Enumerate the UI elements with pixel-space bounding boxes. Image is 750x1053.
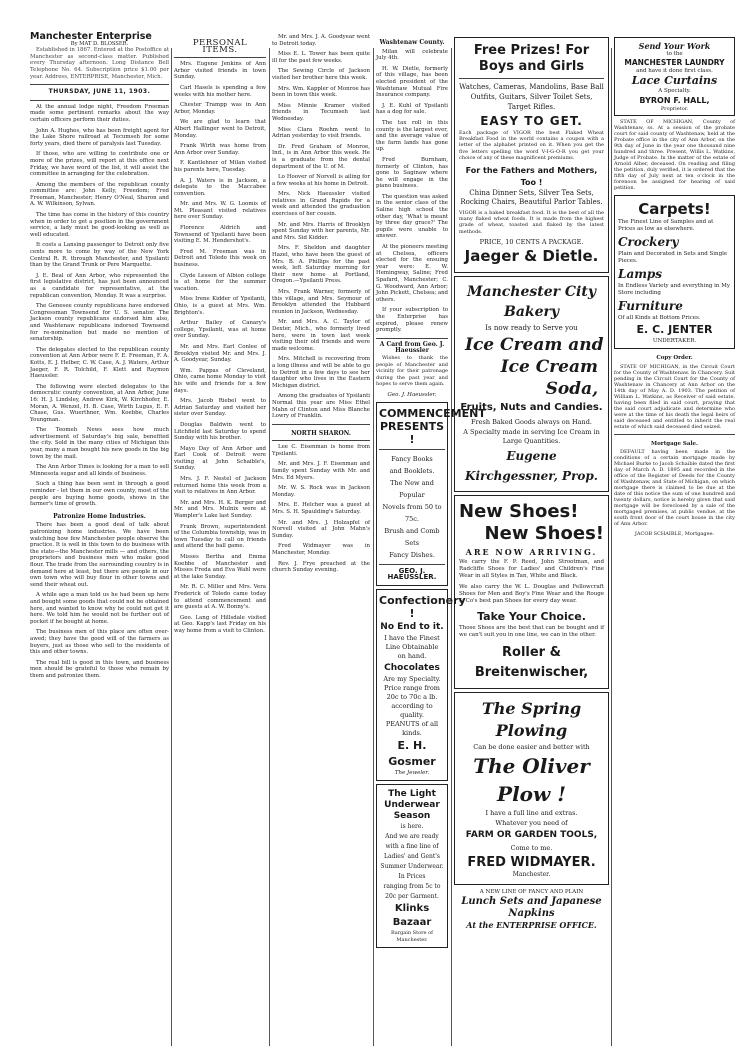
personal-item: Frank Wirth was home from Ann Arbor over Sunday.: [174, 143, 266, 156]
article-paragraph: The delegates elected to the republican county convention at Ann Arbor were F. E. Freeman, F. A. Kotts, E. J. Helber, C. W. Case, A. J. Waters, Arthur Jaeger, F. R. Tolchild, F. Klett and Raymon Haeussler.: [30, 346, 169, 380]
ad-line: Whatever you need of: [495, 819, 568, 828]
ad-headline: Lace Curtains: [631, 74, 718, 88]
ad-city-bakery: [454, 276, 609, 492]
legal-signature: JACOB SCHAIBLE, Mortgagee.: [634, 531, 715, 538]
news-item: Mrs. F. Sheldon and daughter Hazel, who have been the guest of Mrs. B. A. Phillips for the past week, left Saturday morning for their new home at Portland, Oregon.—Ypsilanti Press.: [272, 245, 370, 285]
ad-line: Underwear: [384, 800, 440, 811]
personal-item: A. J. Waters is in Jackson, a delegate to the Maccabee convention.: [174, 177, 266, 197]
ad-body: We carry the F. P. Reed, John Strootman, and Radcliffe Shoes for Ladies' and Children's Fine Wear in all Styles in Tan, White and Black.: [459, 559, 604, 580]
column-rule: [269, 48, 270, 1046]
ad-signature: Jaeger & Dietle.: [464, 247, 599, 266]
ad-confectionery: [376, 589, 466, 782]
news-item: Miss E. L. Tower has been quite ill for the past few weeks.: [272, 51, 370, 64]
personal-item: Arthur Bailey of Canary's college, Ypsilanti, was at home over Sunday.: [174, 320, 266, 340]
card-signature: Geo. J. Haeussler.: [387, 391, 437, 398]
column-rule: [611, 48, 612, 1046]
ad-line: Send Your Work: [638, 41, 711, 51]
divider: [379, 449, 445, 450]
ad-line: Lunch Sets and Japanese Napkins: [461, 895, 602, 919]
divider: [376, 338, 448, 339]
personal-item: Mrs. Eugene Jenkins of Ann Arbor visited friends in town Sunday.: [174, 61, 266, 81]
column-notices: [614, 34, 735, 1046]
ad-line: A NEW LINE OF FANCY AND PLAIN: [479, 889, 584, 896]
news-item: Mrs. Wm. Kappler of Monroe has been in town this week.: [272, 85, 370, 99]
editor-line: By MAT D. BLOSSER.: [70, 40, 129, 47]
ad-line: Line Obtainable: [385, 642, 439, 651]
section-header: PERSONAL ITEMS.: [192, 38, 248, 55]
personal-item: We are glad to learn that Albert Hallinger went to Detroit, Monday.: [174, 119, 266, 139]
ad-signature: Roller & Breitenwischer,: [474, 645, 589, 681]
article-paragraph: The time has come in the history of this country when in order to get a position in the government service, a lady must be good-looking as well as well educated.: [30, 212, 169, 238]
ad-body: Plain and Decorated in Sets and Single Pieces.: [618, 251, 728, 265]
personal-item: Mrs. J. F. Nestel of Jackson returned home this week from a visit to relatives in Ann Arbor.: [174, 476, 266, 496]
legal-header: Copy Order.: [656, 354, 693, 361]
ad-signature-title: The Jeweler.: [394, 769, 430, 776]
section-subheader: NORTH SHARON.: [291, 429, 351, 437]
ad-spring-plowing: [454, 692, 609, 885]
news-item: Mr. and Mrs. J. F. Eisenman and family spent Sunday with Mr. and Mrs. Ed Myers.: [272, 461, 370, 481]
article-paragraph: Such a thing has been sent in through a good reminder - let them in our own county, most of the people are buying home goods, shows in the farmer's time of growth.: [30, 481, 169, 508]
ad-line: At the ENTERPRISE OFFICE.: [466, 919, 597, 930]
publication-notes: Established in 1867. Entered at the Postoffice at Manchester as second-class matter. Published every Thursday afternoon. Long Distance Bell Telephone No. 64. Subscription price $1.00 per year. Address, ENTERPRISE, Manchester, Mich.: [30, 47, 169, 80]
personal-item: Chester Trampp was in Ann Arbor, Monday.: [174, 102, 266, 115]
personal-item: Mr. R. C. Miller and Mrs. Vera Frederick of Toledo came today to attend commencement and are guests at A. W. Bonny's.: [174, 584, 266, 611]
ad-signature: E. H. Gosmer: [388, 738, 436, 768]
ad-line: Is now ready to Serve you: [485, 324, 578, 333]
news-item: Mrs. Mitchell is recovering from a long illness and will be able to go to Detroit in a few days to see her daughter who lives in the Eastern Michigan district.: [272, 356, 370, 389]
personal-item: Misses Bertha and Emma Koebbe of Manchester and Misses Freda and Eva Wahl were at the lake Sunday.: [174, 554, 266, 580]
news-item: Miss Clara Roehm went to Adrian yesterday to visit friends.: [272, 126, 370, 140]
legal-notice: STATE OF MICHIGAN, County of Washtenaw, ss. At a session of the probate court for said county of Washtenaw, held at the Probate office in the city of Ann Arbor, on the 9th day of June in the year one thousand nine hundred and three. Present, Willis L. Watkins, Judge of Probate. In the matter of the estate of Arnold Alber, deceased. On reading and filing the petition, duly verified, it is ordered that the fifth day of July next at ten o'clock in the forenoon be assigned for hearing of said petition.: [614, 119, 735, 192]
ad-line: Can be done easier and better with: [473, 743, 590, 752]
ad-signature: GEO. J. HAEUSSLER.: [387, 566, 437, 582]
ad-napkins: [454, 889, 609, 930]
ad-title: New Shoes!: [459, 501, 579, 523]
ad-line: Summer Underwear. In Prices: [380, 863, 444, 881]
ad-title: Manchester City Bakery: [467, 284, 596, 321]
ad-line: 20c to 70c a lb. according to quality.: [386, 692, 438, 719]
news-item: Among the graduates of Ypsilanti Normal this year are Miss Ethel Mahn of Clinton and Miss Blanche Lowry of Franklin.: [272, 393, 370, 420]
ad-line: China Dinner Sets, Silver Tea Sets, Rocking Chairs, Beautiful Parlor Tables.: [460, 189, 603, 207]
ad-line: ranging from 5c to: [383, 883, 441, 891]
ad-line: Ice Cream and: [465, 335, 604, 356]
ad-body: The Finest Line of Samples and at Prices as low as elsewhere.: [618, 219, 714, 233]
personal-item: Florence Aldrich and Townsend of Ypsilanti have been visiting E. M. Hendershot's.: [174, 225, 266, 245]
column-editorial: [30, 31, 169, 1046]
news-item: Mr. and Mrs. J. A. Goodyear went to Detroit today.: [272, 34, 370, 47]
ad-body: We also carry the W. L. Douglas and Fellowcraft Shoes for Men and Boy's Fine Wear and the Rouge & Co's best pan Shoes for every day wear.: [459, 584, 604, 605]
news-item: Rev. J. Frye preached at the church Sunday evening.: [272, 560, 370, 574]
masthead: Manchester Enterprise: [30, 31, 152, 42]
ad-line: Proprietor.: [660, 105, 689, 112]
article-paragraph: A while ago a man told us he had been up here and bought some goods that could not be obtained here, and wanted to know why he could not get it here. We told him he would not be further out of pocket if he bought at home.: [30, 592, 169, 625]
ad-body: Those Shoes are the best that can be bought and if we can't suit you in one line, we can in the other.: [459, 625, 604, 639]
ad-signature: Klinks Bazaar: [392, 903, 432, 929]
news-item: Lee C. Eisenman is home from Ypsilanti.: [272, 444, 370, 457]
ad-title: Confectionery !: [379, 593, 466, 620]
ad-line: A Specialty.: [658, 88, 691, 95]
ad-subtitle: Watches, Cameras, Mandolins, Base Ball Outfits, Guitars, Silver Toilet Sets, Target Rifles.: [459, 83, 604, 111]
article-paragraph: The Genesee county republicans have endorsed Congressman Townsend for U. S. senator. The Jackson county republicans endorsed him also, and Washtenaw republicans indorsed Townsend for re-nomination but made no mention of senatorship.: [30, 303, 169, 343]
ad-line: is here.: [400, 823, 424, 831]
ad-line: The New and Popular: [390, 478, 434, 499]
ad-line: Fancy Books: [391, 454, 433, 463]
ad-line: For the Fathers and Mothers, Too !: [465, 166, 598, 188]
ad-title: COMMENCEMENT PRESENTS !: [379, 406, 486, 446]
divider: [614, 434, 735, 435]
personal-item: Mr. and Mrs. Earl Conlee of Brooklyn visited Mr. and Mrs. J. A. Goodyear, Sunday.: [174, 343, 266, 364]
article-paragraph: The Teomeh News sees how much advertisement of Saturday's big sale, benefited the city. Sold in the many cities of Michigan this year, many a man bought his new goods in the big town by the mail.: [30, 427, 169, 460]
ad-line: to the: [666, 51, 683, 57]
ad-title: New Shoes!: [484, 523, 604, 545]
news-item: At the pioneers meeting at Chelsea, officers elected for the ensuing year were: E. W. Hemingway, Saline; Fred Spafard, Manchester; C. G. Woodward, Ann Arbor; John Pickett, Chelsea; and others.: [376, 244, 448, 303]
ad-line: Fruits, Nuts and Candies.: [460, 402, 603, 414]
ad-headline: Crockery: [618, 235, 679, 250]
ad-line: The Light: [388, 789, 436, 800]
ad-line: and Booklets.: [389, 466, 435, 475]
legal-notice: DEFAULT having been made in the conditions of a certain mortgage made by Michael Burke to Jacob Schaible dated the first day of March A. D. 1895 and recorded in the office of the Register of Deeds for the County of Washtenaw, and State of Michigan, on which mortgage there is claimed to be due at the date of this notice the sum of one hundred and twenty dollars, notice is hereby given that said mortgage will be foreclosed by a sale of the mortgaged premises, at public vendue, at the south front door of the court house in the city of Ann Arbor.: [614, 449, 735, 528]
ad-laundry: [614, 37, 735, 116]
divider: [379, 564, 445, 565]
article-paragraph: The following were elected delegates to the democratic county convention, at Ann Arbor, June 16: H. J. Lindsley, Andrew Kirk, W. Kirchhofer, E. Moran, A. Wenzel, H. B. Case, Wirth Lugus, E. F. Chase, Gus. Wuerthner, Wm. Koebbe, Charles Youngman.: [30, 383, 169, 423]
column-rule: [171, 48, 172, 1046]
personal-item: Fred M. Freeman was in Detroit and Toledo this week on business.: [174, 248, 266, 269]
card-title: A Card from Geo. J. Haeussler: [379, 340, 445, 355]
ad-free-prizes: [454, 37, 609, 273]
article-paragraph: Among the members of the republican county committee are: John Kelly, Freedom; Fred Freeman, Manchester; Henry O'Neal, Sharon and A. W. Wilkinson, Sylvan.: [30, 181, 169, 208]
article-paragraph: The Ann Arbor Times is looking for a man to sell Minnesota sugar and all kinds of business.: [30, 464, 169, 477]
ad-line: I have a full line and extras.: [485, 809, 578, 818]
ad-headline: Lamps: [618, 267, 663, 282]
ad-line: 20c per Garment.: [385, 893, 439, 901]
ad-line: Price range from: [384, 683, 440, 692]
personal-item: Wm. Pappas of Cleveland, Ohio, came home Monday to visit his wife and friends for a few days.: [174, 367, 266, 394]
ad-line: PEANUTS of all kinds.: [385, 719, 439, 737]
news-item: Mrs. E. Helcher was a guest at Mrs. S. H. Spaulding's Saturday.: [272, 502, 370, 516]
ad-line: on hand.: [397, 651, 427, 660]
news-item: J. E. Kuhl of Ypsilanti has a dog for sale.: [376, 102, 448, 116]
ad-title: The Spring Plowing: [481, 699, 582, 741]
ad-body: Of all Kinds at Bottom Prices.: [618, 315, 701, 322]
divider: [272, 424, 370, 425]
divider: [30, 100, 169, 101]
ad-line: Fresh Baked Goods always on Hand.: [471, 418, 592, 427]
section-header: Washtenaw County.: [379, 39, 445, 46]
personal-item: Carl Hasels is spending a few weeks with his mother here.: [174, 84, 266, 98]
personal-item: Clyde Lesson of Albion college is at home for the summer vacation.: [174, 272, 266, 292]
dateline: THURSDAY, JUNE 11, 1903.: [48, 88, 151, 96]
ad-line: with a fine line of: [385, 843, 439, 851]
ad-headline: Carpets!: [638, 200, 711, 219]
ad-new-shoes: [454, 495, 609, 689]
personal-item: Mr. and Mrs. H. K. Berger and Mr. and Mrs. Mulnix were at Wampler's Lake last Sunday.: [174, 499, 266, 520]
news-item: Milan will celebrate July 4th.: [376, 48, 448, 62]
news-item: Fred Burnham, formerly of Clinton, has gone to Saginaw where he will engage in the piano business.: [376, 156, 448, 190]
ad-line: Ladies' and Gent's: [383, 853, 441, 861]
ad-signature: E. C. JENTER: [636, 323, 713, 337]
news-item: Mr. and Mrs. A. C. Taylor of Dexter, Mich., who formerly lived here, were in town last week visiting their old friends and were made welcome.: [272, 319, 370, 352]
ad-underwear: [376, 784, 448, 948]
column-personal-items: [174, 34, 266, 1046]
ad-line: Fancy Dishes.: [389, 550, 435, 559]
ad-subtitle: No End to it.: [380, 621, 444, 632]
divider: [30, 84, 169, 85]
news-item: Mr. and Mrs. Harris of Brooklyn spent Sunday with her parents, Mr. and Mrs. Sid Kidder.: [272, 221, 370, 241]
divider: [459, 78, 604, 79]
personal-item: Frank Brown, superintendent of the Columbia township, was in town Tuesday to call on friends and attend the ball game.: [174, 523, 266, 550]
news-item: The Sewing Circle of Jackson visited her brother here this week.: [272, 68, 370, 81]
ad-line: And we are ready: [385, 833, 439, 841]
ad-headline: EASY TO GET.: [480, 114, 583, 128]
ad-body: In Endless Variety and everything in My Store including: [618, 283, 730, 297]
ad-line: FARM OR GARDEN TOOLS,: [465, 830, 598, 841]
article-paragraph: It costs a Lansing passenger to Detroit only five cents more to come by way of the New York Central R. R. through Manchester, and Ypsilanti than by the Grand Trunk or Pere Marquette.: [30, 242, 169, 269]
divider: [272, 440, 370, 441]
ad-headline: Furniture: [618, 299, 683, 314]
ad-line: A Specialty made in serving Ice Cream in Large Quantities.: [463, 428, 600, 446]
ad-line: I have the Finest: [384, 633, 440, 642]
news-item: Dr. Fred Graham of Monroe, Ind., is in Ann Arbor this week. He is a graduate from the dental department of the U. of M.: [272, 143, 370, 170]
news-item: Fred Widmayer was in Manchester, Monday.: [272, 543, 370, 556]
ad-commencement: [376, 402, 486, 586]
column-county-news: [376, 34, 486, 1046]
ad-jenter: [614, 195, 735, 349]
news-item: Mr. and Mrs. J. Holzapfel of Norvell visited at John Mahn's Sunday.: [272, 519, 370, 539]
news-item: Mrs. Nick Haeussler visited relatives in Grand Rapids for a week and attended the graduation exercises of her cousin.: [272, 191, 370, 218]
article-paragraph: J. E. Beal of Ann Arbor, who represented the first legislative district, has just been announced as a candidate for representative, at the republican convention, Monday. It was a surprise.: [30, 272, 169, 299]
ad-line: Season: [393, 811, 431, 822]
ad-line: UNDERTAKER.: [652, 338, 697, 345]
article-paragraph: The real bill is good in this town, and business men should be grateful to those who remain by them and patronize them.: [30, 659, 169, 679]
news-item: H. W. Dietle, formerly of this village, has been elected president of the Washtenaw Mutual Fire Insurance company.: [376, 65, 448, 99]
ad-line: Are my Specialty.: [383, 674, 441, 683]
ad-price: PRICE, 10 CENTS A PACKAGE.: [479, 237, 584, 246]
card-body: Wishes to thank the people of Manchester and vicinity for their patronage during the past year and hopes to serve them again.: [376, 354, 448, 388]
ad-signature: BYRON F. HALL,: [639, 95, 710, 105]
news-item: The question was asked in the senior class of the Saline high school the other day, 'What is meant by three day grace?' The pupils were unable to answer.: [376, 193, 448, 240]
personal-item: Douglas Baldwin went to Litchfield last Saturday to spend Sunday with his brother.: [174, 421, 266, 442]
ad-line: Brush and Comb Sets: [384, 526, 440, 547]
personal-item: Mayo Day of Ann Arbor and Earl Cook of Detroit were visiting at John Schaible's, Sunday.: [174, 445, 266, 472]
ad-line: Chocolates: [384, 662, 440, 673]
news-item: Miss Minnie Kramer visited friends in Tecumseh last Wednesday.: [272, 102, 370, 122]
article-paragraph: At the annual lodge night, Freedom Freeman made some pertinent remarks about the way certain officers perform their duties.: [30, 103, 169, 123]
ad-headline: The Oliver Plow !: [473, 754, 590, 807]
article-paragraph: John A. Hughes, who has been freight agent for the Lake Shore railroad at Tecumseh for some forty years, died there of paralysis last Tuesday.: [30, 127, 169, 147]
ad-body: Each package of VIGOR the best Flaked Wheat Breakfast Food in the world contains a coupon with a letter of the alphabet printed on it. When you get the five letters spelling the word V-I-G-O-R you get your choice of any of these magnificent premiums.: [459, 130, 604, 161]
ad-title: Free Prizes! For Boys and Girls: [473, 43, 590, 74]
legal-notice: STATE OF MICHIGAN, in the Circuit Court for the County of Washtenaw. In Chancery. Suit pending in the Circuit Court for the County of Washtenaw in Chancery at Ann Arbor on the 14th day of May A. D. 1903. The petition of William L. Watkins, as Receiver of said estate, having been filed in said court, praying that the said court adjudicate and determine who were at the time of his death the legal heirs of said deceased and entitled to inherit the real estate of which said deceased died seized.: [614, 363, 735, 430]
ad-body: VIGOR is a baked breakfast food. It is the best of all the many flaked wheat foods. It is made from the highest grade of wheat, toasted and flaked by the latest methods.: [459, 210, 604, 235]
ad-signature: FRED WIDMAYER.: [467, 855, 596, 871]
ad-signature: Eugene Kirchgessner, Prop.: [465, 449, 598, 484]
ad-subtitle: ARE NOW ARRIVING.: [465, 547, 598, 558]
article-paragraph: If those, who are willing to contribute one or more of the prizes, will report at this office next Friday, we have word of the list, it will assist the committee in arranging for the celebration.: [30, 151, 169, 178]
personal-item: Miss Irene Kidder of Ypsilanti, Ohio, is a guest at Mrs. Wm. Brighton's.: [174, 296, 266, 316]
legal-header: Mortgage Sale.: [651, 440, 698, 447]
ad-line: and have it done first class.: [636, 67, 713, 74]
column-rule: [373, 48, 374, 1046]
news-item: If your subscription to the Enterprise has expired, please renew promptly.: [376, 307, 448, 334]
divider: [174, 57, 266, 58]
ad-title: MANCHESTER LAUNDRY: [624, 57, 725, 67]
ad-headline: Take Your Choice.: [477, 610, 586, 624]
personal-item: Mrs. Jacob Riebel went to Adrian Saturday and visited her sister over Sunday.: [174, 398, 266, 418]
column-advertisements: [454, 34, 609, 1046]
column-rule: [451, 48, 452, 1046]
ad-footer: Manchester.: [512, 871, 551, 879]
news-item: Lo Hoover of Norvell is ailing for a few weeks at his home in Detroit.: [272, 174, 370, 187]
news-item: Mr. W. S. Rock was in Jackson Monday.: [272, 485, 370, 498]
newspaper-page: [22, 31, 740, 1046]
personal-item: F. Kantlehner of Milan visited his parents here, Tuesday.: [174, 160, 266, 173]
news-item: Mrs. Frank Warner, formerly of this village, and Mrs. Seymour of Brooklyn attended the Hubbard reunion in Jackson, Wednesday.: [272, 289, 370, 315]
ad-line: Come to me.: [510, 844, 553, 853]
article-paragraph: There has been a good deal of talk about patronizing home industries. We have been watching how few Manchester people observe the practice. It is well in this town to do business with the state—the Manchester mills — and others, the proprietors and business men who make good flour. The trade from the surrounding country is in demand here at least, but there are people in our own town who will buy flour in other towns and send their wheat out.: [30, 522, 169, 588]
personal-item: Mr. and Mrs. W. G. Loomis of Mt. Pleasant visited relatives here over Sunday.: [174, 201, 266, 221]
news-item: The tax roll in this county is the largest ever, and the average value of the farm lands has gone up.: [376, 119, 448, 153]
column-local-news: [272, 34, 370, 1046]
ad-footer: Bargain Store of Manchester.: [391, 930, 433, 943]
ad-line: Ice Cream Soda,: [500, 357, 598, 400]
ad-line: Novels from 50 to 75c.: [382, 502, 442, 523]
article-paragraph: The business men of this place are often over-awed; they have the good will of the farmers as buyers, just as those who sell to the residents of this and other towns.: [30, 629, 169, 656]
article-subheader: Patronize Home Industries.: [53, 512, 146, 520]
personal-item: Geo. Lang of Hillsdale visited at Geo. Kapp's last Friday on his way home from a visit to Clinton.: [174, 614, 266, 634]
